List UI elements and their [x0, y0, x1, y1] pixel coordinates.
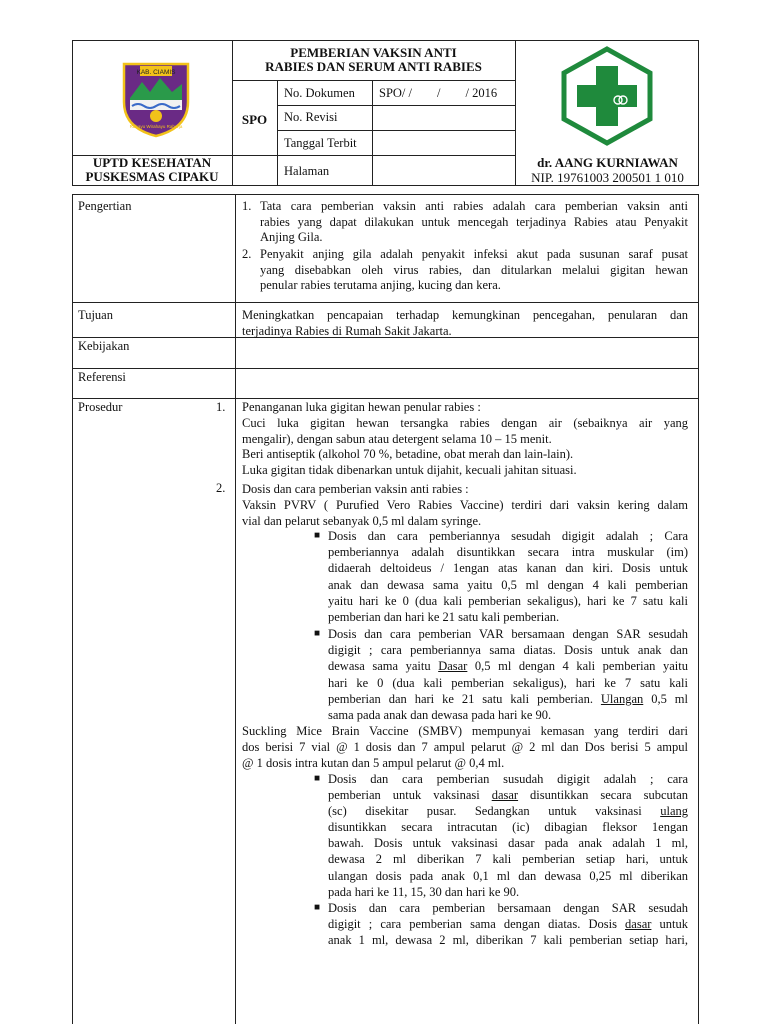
smbv-bullet-2: Dosis dan cara pemberian bersamaan dengan SAR sesudah digigit ; cara pemberian sama dengan diatas. Dosis dasar untuk anak 1 ml, dewasa 2 ml, diberikan 7 kali pemberian setiap hari,	[328, 901, 688, 948]
no-dokumen-value: SPO/ / / / 2016	[379, 86, 498, 100]
tujuan-text: Meningkatkan pencapaian terhadap kemungkinan pencegahan, penularan dan terjadinya Rabies di Rumah Sakit Jakarta.	[242, 308, 688, 338]
logo-kab-text: KAB. CIAMIS	[136, 69, 176, 76]
list-number: 1.	[242, 199, 252, 213]
header-divider	[277, 105, 515, 106]
puskesmas-logo	[558, 46, 656, 146]
table-divider	[72, 368, 699, 369]
table-divider	[72, 302, 699, 303]
kebijakan-label: Kebijakan	[78, 339, 130, 353]
step-number: 2.	[216, 481, 226, 495]
referensi-label: Referensi	[78, 370, 126, 384]
prosedur-step-1: Penanganan luka gigitan hewan penular rabies : Cuci luka gigitan hewan tersangka rabies dengan air (sebaiknya air yang mengalir), dengan sabun atau detergent selama 10 – 15 menit. Beri antiseptik (alkohol 70 %, betadine, obat merah dan lain-lain). Luka gigitan tidak dibenarkan untuk dijahit, kecuali jahitan situasi.	[242, 400, 688, 478]
signer-name: dr. AANG KURNIAWAN	[537, 155, 678, 170]
table-divider	[235, 194, 236, 1024]
no-revisi-label: No. Revisi	[284, 110, 338, 124]
halaman-label: Halaman	[284, 164, 330, 178]
organization-name: UPTD KESEHATAN PUSKESMAS CIPAKU	[85, 155, 219, 184]
pvrv-bullet-2: Dosis dan cara pemberian VAR bersamaan dengan SAR sesudah digigit ; cara pemberiannya sama diatas. Dosis untuk anak dan dewasa sama yaitu Dasar 0,5 ml dengan 4 kali pemberian yaitu hari ke 0 (dua kali pemberian sekaligus), hari ke 7 satu kali pemberian dan hari ke 21 satu kali pemberian. Ulangan 0,5 ml sama pada anak dan dewasa pada hari ke 90.	[328, 627, 688, 723]
bullet-icon: ■	[314, 773, 321, 784]
tanggal-terbit-label: Tanggal Terbit	[284, 136, 357, 150]
pvrv-bullet-1: Dosis dan cara pemberiannya sesudah digigit adalah ; Cara pemberiannya adalah disuntikkan secara intra muskular (im) didaerah deltoideus / 1engan atas kanan dan kiri. Dosis untuk anak dan dewasa sama yaitu 0,5 ml dengan 4 kali pemberian yaitu hari ke 0 (dua kali pemberian sekaligus), hari ke 7 satu kali pemberian dan hari ke 21 satu kali pemberian.	[328, 529, 688, 625]
pengertian-item-2: Penyakit anjing gila adalah penyakit infeksi akut pada susunan saraf pusat yang disebabkan oleh virus rabies, dan ditularkan melalui gigitan hewan penular rabies terutama anjing, kucing dan kera.	[260, 247, 688, 293]
bullet-icon: ■	[314, 530, 321, 541]
bullet-icon: ■	[314, 902, 321, 913]
logo-motto: Rahayu Wirahayu Raharja	[129, 124, 183, 129]
prosedur-step-2: Dosis dan cara pemberian vaksin anti rabies : Vaksin PVRV ( Purufied Vero Rabies Vaccine) terdiri dari vaksin kering dalam vial dan pelarut sebanyak 0,5 ml dalam syringe.	[242, 482, 688, 528]
spo-label: SPO	[241, 112, 268, 127]
no-dokumen-label: No. Dokumen	[284, 86, 355, 100]
smbv-paragraph: Suckling Mice Brain Vaccine (SMBV) mempunyai kemasan yang terdiri dari dos berisi 7 vial @ 1 dosis dan 7 ampul pelarut @ 2 ml dan Dos berisi 5 ampul @ 1 dosis intra kutan dan 5 ampul pelarut @ 0,4 ml.	[242, 724, 688, 771]
header-divider	[372, 80, 373, 186]
tujuan-label: Tujuan	[78, 308, 113, 322]
header-divider	[277, 80, 278, 186]
bullet-icon: ■	[314, 628, 321, 639]
document-title: PEMBERIAN VAKSIN ANTI RABIES DAN SERUM ANTI RABIES	[265, 45, 482, 74]
pengertian-item-1: Tata cara pemberian vaksin anti rabies adalah cara pemberian vaksin anti rabies yang dapat dilakukan untuk mencegah terjadinya Rabies atau Penyakit Anjing Gila.	[260, 199, 688, 245]
table-divider	[72, 398, 699, 399]
pengertian-label: Pengertian	[78, 199, 132, 213]
header-divider	[232, 80, 515, 81]
step-number: 1.	[216, 400, 226, 414]
kabupaten-logo	[116, 58, 196, 138]
smbv-bullet-1: Dosis dan cara pemberian susudah digigit adalah ; cara pemberian untuk vaksinasi dasar disuntikkan secara subcutan (sc) disekitar pusar. Sedangkan untuk vaksinasi ulang disuntikkan secara intracutan (ic) dibagian fleksor 1engan bawah. Dosis untuk vaksinasi dasar pada anak adalah 1 ml, dewasa 2 ml diberikan 7 kali pemberian setiap hari, untuk ulangan dosis pada anak 0,1 ml dan dewasa 0,25 ml diberikan pada hari ke 11, 15, 30 dan hari ke 90.	[328, 772, 689, 899]
signer-nip: NIP. 19761003 200501 1 010	[531, 170, 684, 185]
prosedur-label: Prosedur	[78, 400, 123, 414]
header-divider	[277, 130, 515, 131]
list-number: 2.	[242, 247, 252, 261]
